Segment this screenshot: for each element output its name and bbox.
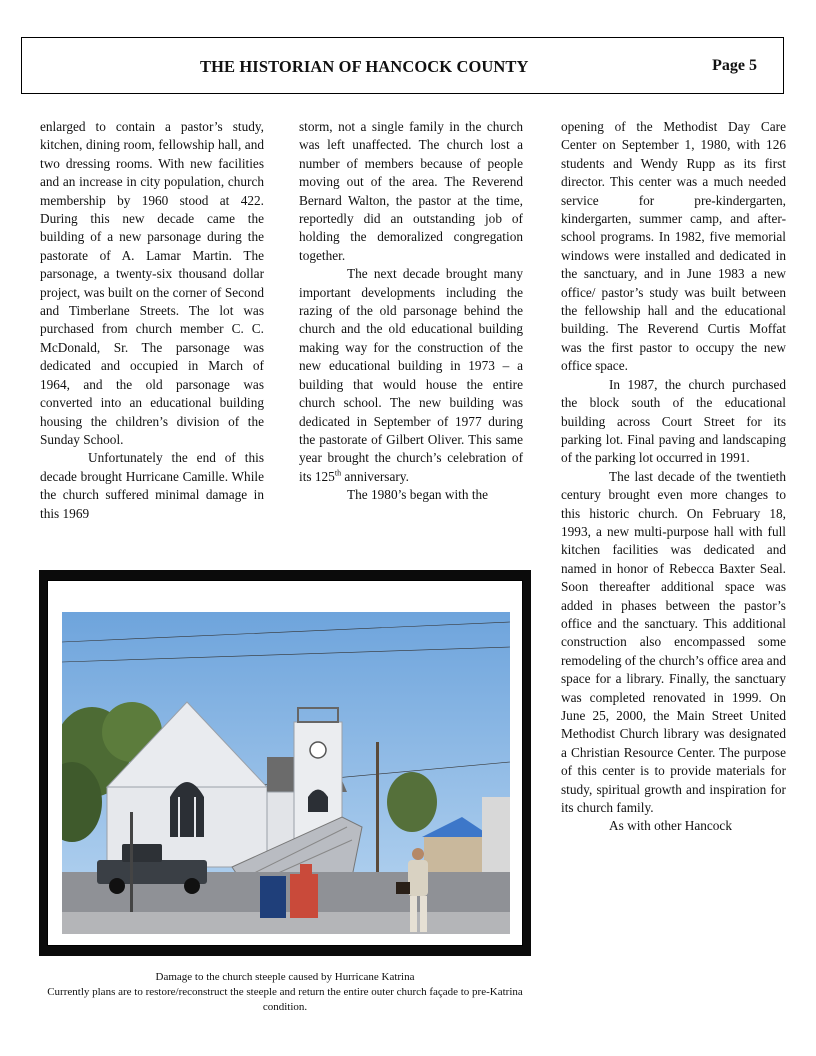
paragraph: In 1987, the church purchased the block south of the educational building across Court Street for its parking lot. Final paving and landscaping of the parking lot occurred in 1991. (561, 376, 786, 466)
paragraph: Unfortunately the end of this decade brought Hurricane Camille. While the church suffered minimal damage in this 1969 (40, 450, 264, 521)
page-header (21, 37, 784, 94)
paragraph-text: The next decade brought many important developments including the razing of the old parsonage behind the church and the old educational building making way for the construction of the new educational building in 1973 – a building that would house the entire church school. The new building was dedicated in September of 1977 during the pastorate of Gilbert Oliver. This same year brought the church’s celebration of its 125 (299, 266, 523, 484)
paragraph (299, 265, 523, 486)
text-column-1 (40, 118, 264, 560)
text-column-3 (561, 118, 786, 978)
caption-line: Currently plans are to restore/reconstruct the steeple and return the entire outer church façade to pre-Katrina condition. (47, 986, 523, 1013)
newsletter-title: THE HISTORIAN OF HANCOCK COUNTY (200, 57, 529, 76)
photo-caption (40, 970, 530, 1015)
paragraph: The 1980’s began with the (347, 487, 489, 503)
page-number: Page 5 (712, 57, 757, 74)
paragraph-text: anniversary. (341, 468, 409, 484)
paragraph: storm, not a single family in the church was left unaffected. The church lost a number of members because of people moving out of the area. The Reverend Bernard Walton, the pastor at the time, reportedly did an outstanding job of holding the demoralized congregation together. (299, 119, 523, 263)
church-damage-photo (62, 612, 510, 934)
paragraph: opening of the Methodist Day Care Center on September 1, 1980, with 126 students and Wendy Rupp as its first director. This center was a much needed service for pre-kindergarten, kindergarten, summer camp, and after-school programs. In 1982, five memorial windows were installed and dedicated in the sanctuary, and in June 1983 a new office/ pastor’s study was built between the fellowship hall and the educational building. The Reverend Curtis Moffat was the first pastor to occupy the new office space. (561, 119, 786, 374)
text-column-2 (299, 118, 523, 560)
paragraph: enlarged to contain a pastor’s study, kitchen, dining room, fellowship hall, and two dressing rooms. With new facilities and an increase in city population, church membership by 1960 stood at 422. During this new decade came the building of a new parsonage during the pastorate of A. Lamar Martin. The parsonage, a twenty-six thousand dollar project, was built on the corner of Second and Timberlane Streets. The lot was purchased from church member C. C. McDonald, Sr. The parsonage was dedicated and occupied in March of 1964, and the old parsonage was converted into an educational building housing the children’s division of the Sunday School. (40, 119, 264, 447)
paragraph: As with other Hancock (609, 818, 732, 834)
caption-line: Damage to the church steeple caused by Hurricane Katrina (155, 971, 415, 983)
paragraph: The last decade of the twentieth century brought even more changes to this historic church. On February 18, 1993, a new multi-purpose hall with full kitchen facilities was dedicated and named in honor of Rebecca Baxter Seal. Soon thereafter additional space was added in phases between the pastor’s office and the sanctuary. This additional construction also encompassed some remodeling of the church’s office area and space for a library. Finally, the sanctuary was completed renovated in 1999. On June 25, 2000, the Main Street United Methodist Church library was designated a Christian Resource Center. The purpose of this center is to provide materials for study, spiritual growth and inspiration for its church family. (561, 468, 786, 816)
superscript: th (334, 468, 342, 478)
